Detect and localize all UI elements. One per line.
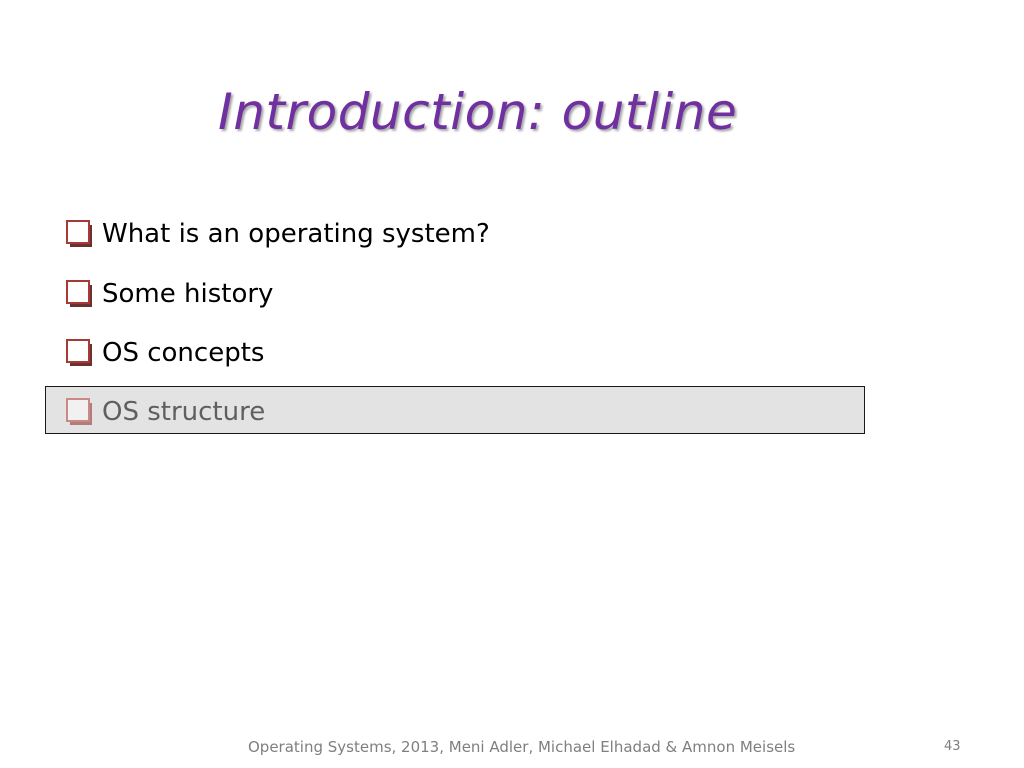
slide-title: Introduction: outline <box>218 83 738 141</box>
checkbox-bullet-icon <box>66 398 94 426</box>
outline-item-label: OS concepts <box>102 338 265 368</box>
slide-number: 43 <box>944 739 961 754</box>
slide-footer: Operating Systems, 2013, Meni Adler, Michael Elhadad & Amnon Meisels <box>248 738 796 756</box>
outline-item-label: OS structure <box>102 397 266 427</box>
outline-item <box>66 214 490 254</box>
outline-item <box>66 274 273 314</box>
checkbox-bullet-icon <box>66 220 94 248</box>
outline-item-label: Some history <box>102 279 274 309</box>
outline-item-current <box>66 392 265 432</box>
checkbox-bullet-icon <box>66 339 94 367</box>
outline-item <box>66 333 264 373</box>
outline-item-label: What is an operating system? <box>102 219 490 249</box>
checkbox-bullet-icon <box>66 280 94 308</box>
